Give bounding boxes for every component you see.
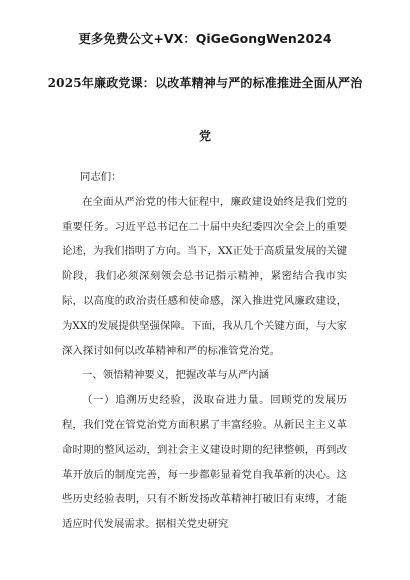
document-body	[62, 165, 347, 537]
section-heading: 一、领悟精神要义，把握改革与从严内涵	[82, 369, 270, 382]
paragraph-intro: 在全面从严治党的伟大征程中，廉政建设始终是我们党的重要任务。习近平总书记在二十届中央纪委四次全会上的重要论述，为我们指明了方向。当下，XX正处于高质量发展的关键阶段，我们必须深刻领会总书记指示精神，紧密结合我市实际，以高度的政治责任感和使命感，深入推进党风廉政建设，为XX的发展提供坚强保障。下面，我从几个关键方面，与大家深入探讨如何以改革精神和严的标准管党治党。	[62, 195, 347, 357]
document-title-continued: 党	[198, 129, 211, 143]
salutation: 同志们：	[80, 171, 122, 183]
document-title: 2025年廉政党课：以改革精神与严的标准推进全面从严治	[47, 76, 363, 90]
paragraph-history: （一）追溯历史经验，汲取奋进力量。回顾党的发展历程，我们党在管党治党方面积累了丰富经验。从新民主主义革命时期的整风运动，到社会主义建设时期的纪律整顿，再到改革开放后的制度完善，每一步都彰显着党自我革新的决心。这些历史经验表明，只有不断发扬改革精神打破旧有束缚，才能适应时代发展需求。据相关党史研究	[62, 394, 347, 531]
top-banner: 更多免费公文+VX：QiGeGongWen2024	[78, 31, 332, 46]
